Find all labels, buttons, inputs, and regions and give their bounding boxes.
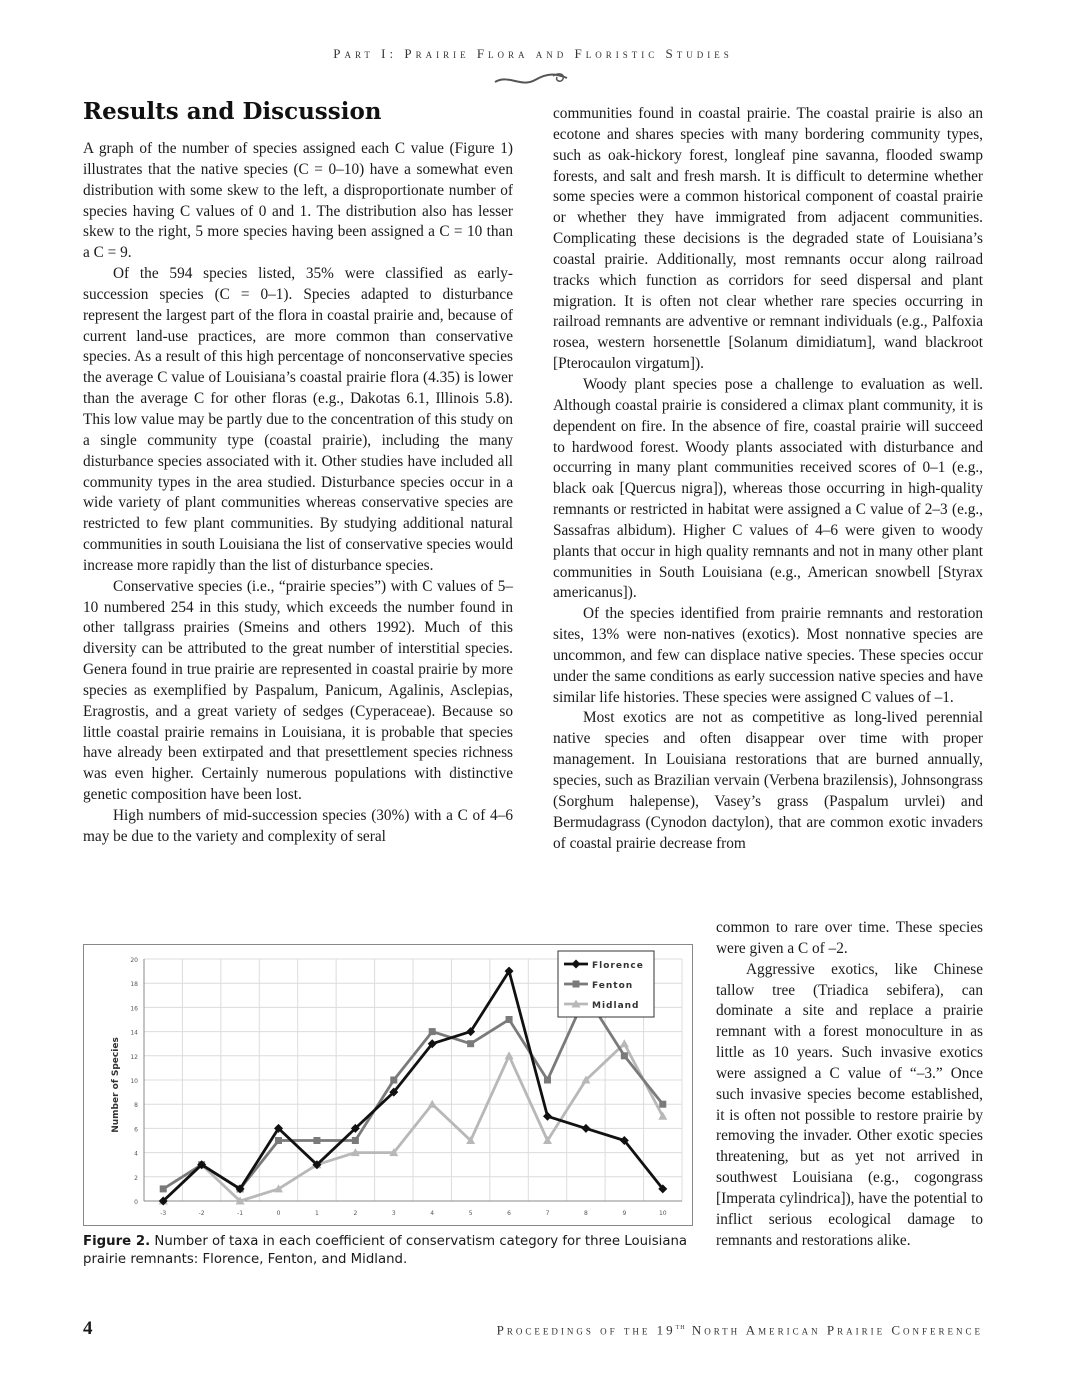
y-tick-label: 12 bbox=[130, 1053, 138, 1061]
data-point-fenton bbox=[160, 1185, 167, 1192]
y-axis-label: Number of Species bbox=[111, 1037, 121, 1133]
caption-label: Figure 2. bbox=[83, 1234, 151, 1249]
right-column bbox=[553, 104, 983, 854]
data-point-fenton bbox=[390, 1077, 397, 1084]
x-tick-label: 4 bbox=[430, 1210, 435, 1217]
y-tick-label: 18 bbox=[130, 981, 138, 989]
section-title: Results and Discussion bbox=[83, 98, 382, 125]
paragraph: High numbers of mid-succession species (30%) with a C of 4–6 may be due to the variety and complexity of seral bbox=[83, 807, 513, 845]
data-point-fenton bbox=[352, 1137, 359, 1144]
x-tick-label: 6 bbox=[507, 1210, 511, 1217]
footer-title-sup: th bbox=[675, 1322, 686, 1331]
footer-title bbox=[497, 1322, 983, 1338]
data-point-florence bbox=[543, 1112, 552, 1121]
data-point-midland bbox=[620, 1039, 629, 1047]
y-tick-label: 20 bbox=[130, 957, 138, 964]
x-tick-label: 0 bbox=[276, 1210, 281, 1217]
figure-chart bbox=[83, 944, 693, 1226]
x-tick-label: 1 bbox=[315, 1210, 319, 1217]
data-point-fenton bbox=[313, 1137, 320, 1144]
x-tick-label: 10 bbox=[658, 1210, 667, 1217]
y-tick-label: 8 bbox=[134, 1102, 138, 1110]
left-column bbox=[83, 139, 513, 848]
data-point-fenton bbox=[467, 1040, 474, 1047]
paragraph: Most exotics are not as competitive as long-lived perennial native species and often disappear over time with proper management. In Louisiana restorations that are burned annually, species, such as Brazilian vervain (Verbena brazilensis), Johnsongrass (Sorghum halepense), Vasey’s grass (Paspalum urvlei) and Bermudagrass (Cynodon dactylon), that are common exotic invaders of coastal prairie decrease from bbox=[553, 709, 983, 852]
paragraph: common to rare over time. These species were given a C of –2. bbox=[716, 919, 983, 957]
data-point-fenton bbox=[621, 1052, 628, 1059]
legend-label-fenton: Fenton bbox=[592, 981, 634, 991]
running-head: Part I: Prairie Flora and Floristic Studies bbox=[333, 46, 733, 61]
data-point-fenton bbox=[275, 1137, 282, 1144]
paragraph: Of the 594 species listed, 35% were classified as early-succession species (C = 0–1). Species adapted to disturbance represent the largest part of the flora in coastal prairie and, because of current land-use practices, are more common than conservative species. As a result of this high percentage of nonconservative species the average C value of Louisiana’s coastal prairie flora (4.35) is lower than the average C for other floras (e.g., Dakotas 6.1, Illinois 5.8). This low value may be partly due to the concentration of this study on a single community type (coastal prairie), including the many disturbance species associated with it. Other studies have included all community types in the area studied. Disturbance species occur in a wide variety of plant communities whereas conservative species are restricted to few plant communities. By studying additional natural communities in south Louisiana the list of conservative species would increase more rapidly than the list of disturbance species. bbox=[83, 265, 513, 574]
paragraph: communities found in coastal prairie. The coastal prairie is also an ecotone and shares species with many bordering community types, such as oak-hickory forest, longleaf pine savanna, flooded swamp forests, and salt and fresh marsh. It is difficult to determine whether some species were a common historical component of coastal prairie or whether they have immigrated from adjacent communities. Complicating these decisions is the degraded state of Louisiana’s coastal prairie. Additionally, most remnants occur along railroad tracks which function as corridors for seed dispersal and plant migration. It is often not clear whether rare species occurring in railroad remnants are adventive or remnant individuals (e.g., Palfoxia rosea, western horsenettle [Solanum dimidiatum], wand blackroot [Pterocaulon virgatum]). bbox=[553, 105, 983, 373]
legend-label-midland: Midland bbox=[592, 1001, 640, 1011]
x-tick-label: -1 bbox=[237, 1210, 244, 1217]
x-tick-label: 8 bbox=[584, 1210, 588, 1217]
y-tick-label: 14 bbox=[130, 1029, 138, 1037]
y-tick-label: 6 bbox=[134, 1126, 138, 1134]
page-number: 4 bbox=[83, 1318, 93, 1339]
x-tick-label: -2 bbox=[198, 1210, 205, 1217]
paragraph: Conservative species (i.e., “prairie species”) with C values of 5–10 numbered 254 in this study, which exceeds the number found in other tallgrass prairies (Smeins and others 1992). Much of this diversity can be attributed to the great number of interstitial species. Genera found in true prairie are represented in coastal prairie by more species as exemplified by Paspalum, Panicum, Agalinis, Asclepias, Eragrostis, and a great variety of sedges (Cyperaceae). Because so little coastal prairie remains in Louisiana, it is probable that species have already been extirpated and that presettlement species richness was even higher. Certainly numerous populations with distinctive genetic composition have been lost. bbox=[83, 577, 513, 804]
figure-caption bbox=[83, 1233, 693, 1269]
data-point-florence bbox=[581, 1124, 590, 1133]
y-tick-label: 0 bbox=[134, 1199, 138, 1206]
legend-label-florence: Florence bbox=[592, 961, 644, 971]
legend-marker-fenton bbox=[573, 981, 580, 988]
x-tick-label: 3 bbox=[391, 1210, 396, 1217]
x-tick-label: 7 bbox=[545, 1210, 550, 1217]
data-point-midland bbox=[428, 1100, 437, 1108]
y-tick-label: 16 bbox=[130, 1005, 138, 1013]
footer-title-start: Proceedings of the 19 bbox=[496, 1322, 676, 1338]
paragraph: Aggressive exotics, like Chinese tallow tree (Triadica sebifera), can dominate a site and replace a prairie remnant with a forest monoculture in as little as 10 years. Such invasive exotics were assigned a C value of “–3.” Once such invasive species become established, it is often not possible to restore prairie by removing the invader. Other exotic species threatening, but as yet not arrived in southwest Louisiana (e.g., cogongrass [Imperata cylindrica]), have the potential to inflict serious ecological damage to remnants and restorations alike. bbox=[716, 960, 983, 1249]
data-point-fenton bbox=[659, 1101, 666, 1108]
footer-title-end: North American Prairie Conference bbox=[685, 1322, 983, 1338]
y-tick-label: 4 bbox=[134, 1150, 138, 1158]
paragraph: A graph of the number of species assigned each C value (Figure 1) illustrates that the native species (C = 0–10) have a somewhat even distribution with some skew to the left, a disproportionate number of species having C values of 0 and 1. The distribution also has lesser skew to the right, 5 more species having been assigned a C = 10 than a C = 9. bbox=[83, 140, 513, 262]
x-tick-label: 2 bbox=[353, 1210, 358, 1217]
data-point-fenton bbox=[544, 1077, 551, 1084]
data-point-fenton bbox=[506, 1016, 513, 1023]
x-tick-label: -3 bbox=[160, 1210, 167, 1217]
right-column-continued bbox=[716, 918, 983, 1252]
data-point-fenton bbox=[429, 1028, 436, 1035]
line-chart bbox=[84, 945, 692, 1225]
ornament-icon bbox=[491, 68, 571, 90]
caption-text: Number of taxa in each coefficient of conservatism category for three Louisiana prairie remnants: Florence, Fenton, and Midland. bbox=[83, 1234, 688, 1267]
paragraph: Of the species identified from prairie remnants and restoration sites, 13% were non-natives (exotics). Most nonnative species are uncommon, and few can displace native species. These species occur under the same conditions as early succession native species and have similar life histories. These species were assigned C values of –1. bbox=[553, 605, 983, 706]
y-tick-label: 2 bbox=[134, 1174, 138, 1182]
x-tick-label: 9 bbox=[622, 1210, 627, 1217]
paragraph: Woody plant species pose a challenge to evaluation as well. Although coastal prairie is considered a climax plant community, it is dependent on fire. In the absence of fire, coastal prairie will succeed to hardwood forest. Woody plants associated with disturbance and occurring in many plant communities received scores of 0–1 (e.g., black oak [Quercus nigra]), whereas those occurring in high-quality remnants or restricted in habitat were assigned a C value of 2–3 (e.g., Sassafras albidum). Higher C values of 4–6 were given to woody plants that occur in high quality remnants and not in many other plant communities in South Louisiana (e.g., American snowbell [Styrax americanus]). bbox=[553, 375, 983, 602]
x-tick-label: 5 bbox=[468, 1210, 473, 1217]
y-tick-label: 10 bbox=[130, 1078, 138, 1085]
